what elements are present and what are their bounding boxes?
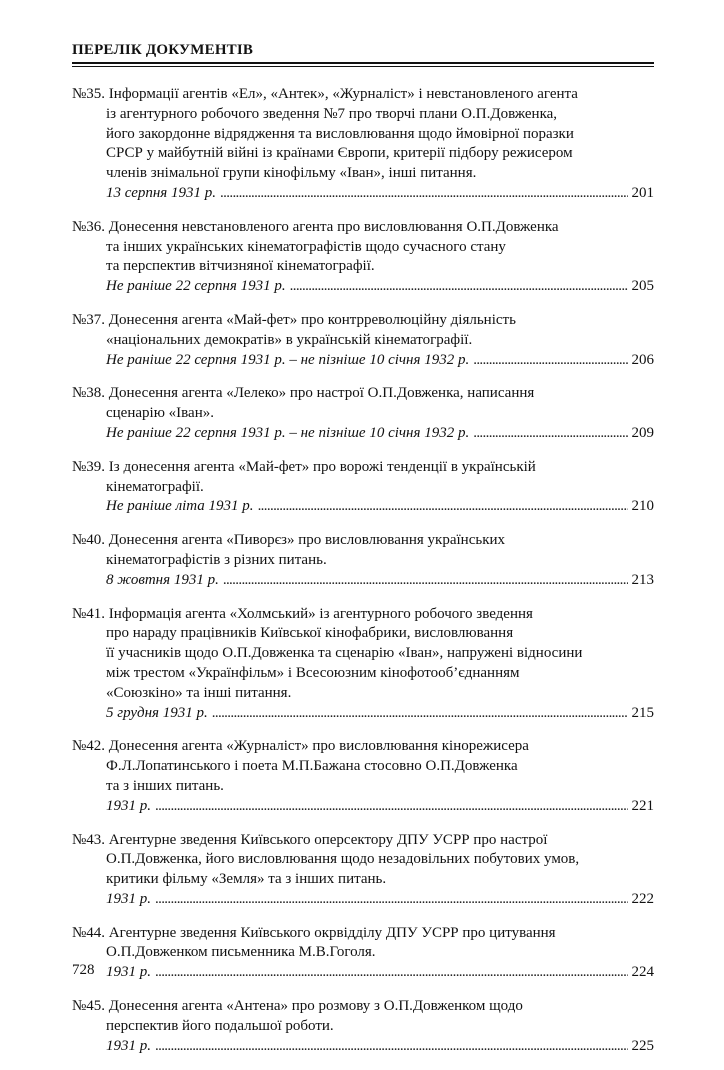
entry-title-line: №39. Із донесення агента «Май-фет» про ворожі тенденції в українській <box>72 458 536 475</box>
entry-date: Не раніше 22 серпня 1931 р. – не пізніше 10 січня 1932 р. <box>106 424 470 441</box>
entry-continuation-line: кінематографії. <box>106 478 204 495</box>
entry-continuation-line: та перспектив вітчизняної кінематографії. <box>106 258 375 275</box>
dot-leader <box>155 963 628 983</box>
entry-title-line: №42. Донесення агента «Журналіст» про висловлювання кінорежисера <box>72 738 529 755</box>
entry-title-line: №37. Донесення агента «Май-фет» про контрреволюційну діяльність <box>72 311 516 328</box>
dot-leader <box>290 277 628 297</box>
entry-title-line: №40. Донесення агента «Пиворєз» про висловлювання українських <box>72 532 506 549</box>
entry-page-number: 206 <box>631 351 654 368</box>
entry-date-line <box>72 277 654 297</box>
entry-continuation-line: членів знімальної групи кінофільму «Іван», інші питання. <box>106 165 477 182</box>
entry-continuation-line: та з інших питань. <box>106 777 224 794</box>
entry-date-line <box>72 890 654 910</box>
entry-continuation-line: О.П.Довженком письменника М.В.Гоголя. <box>106 944 376 961</box>
entry-page-number: 222 <box>631 890 654 907</box>
entry-continuation-line: між трестом «Українфільм» і Всесоюзним кінофотооб’єднанням <box>106 664 520 681</box>
entry-date-line <box>72 797 654 817</box>
entry-date: 1931 р. <box>106 890 151 907</box>
dot-leader <box>473 351 627 371</box>
entry-page-number: 210 <box>631 498 654 515</box>
dot-leader <box>155 797 628 817</box>
entry-date-line <box>72 351 654 371</box>
entry-title-line: №45. Донесення агента «Антена» про розмову з О.П.Довженком щодо <box>72 998 523 1015</box>
document-entry <box>72 384 654 443</box>
entry-continuation-line: перспектив його подальшої роботи. <box>106 1017 334 1034</box>
entry-date-line <box>72 963 654 983</box>
entry-date: 1931 р. <box>106 797 151 814</box>
document-entry <box>72 737 654 816</box>
entry-continuation-line: Ф.Л.Лопатинського і поета М.П.Бажана стосовно О.П.Довженка <box>106 758 518 775</box>
document-entry <box>72 997 654 1056</box>
entry-date: Не раніше 22 серпня 1931 р. – не пізніше 10 січня 1932 р. <box>106 351 470 368</box>
entry-date-line <box>72 424 654 444</box>
entry-date: 1931 р. <box>106 1037 151 1054</box>
entry-continuation-line: її учасників щодо О.П.Довженка та сценарію «Іван», напружені відносини <box>106 645 583 662</box>
dot-leader <box>155 890 628 910</box>
document-entry <box>72 831 654 910</box>
document-entry <box>72 458 654 517</box>
entry-continuation-line: його закордонне відрядження та висловлювання щодо ймовірної поразки <box>106 125 574 142</box>
entry-date-line <box>72 497 654 517</box>
entry-continuation-line: із агентурного робочого зведення №7 про творчі плани О.П.Довженка, <box>106 105 558 122</box>
document-entry <box>72 218 654 297</box>
entry-title-line: №35. Інформації агентів «Ел», «Антек», «Журналіст» і невстановленого агента <box>72 86 578 102</box>
document-entry <box>72 605 654 724</box>
dot-leader <box>258 497 628 517</box>
entry-continuation-line: «національних демократів» в українській кінематографії. <box>106 331 473 348</box>
header-rule-thick <box>72 62 654 64</box>
document-entry <box>72 311 654 370</box>
entry-continuation-line: О.П.Довженка, його висловлювання щодо незадовільних побутових умов, <box>106 851 580 868</box>
entry-continuation-line: кінематографістів з різних питань. <box>106 551 327 568</box>
entry-title-line: №44. Агентурне зведення Київського окрвідділу ДПУ УСРР про цитування <box>72 924 556 941</box>
entry-continuation-line: «Союзкіно» та інші питання. <box>106 684 292 701</box>
dot-leader <box>155 1037 628 1057</box>
document-entry <box>72 531 654 590</box>
dot-leader <box>212 704 628 724</box>
page-header-title: ПЕРЕЛІК ДОКУМЕНТІВ <box>72 42 254 58</box>
entry-title-line: №36. Донесення невстановленого агента про висловлювання О.П.Довженка <box>72 218 559 235</box>
entry-date-line <box>72 184 654 204</box>
entry-date: 13 серпня 1931 р. <box>106 184 217 201</box>
entry-continuation-line: та інших українських кінематографістів щодо сучасного стану <box>106 238 506 255</box>
document-entry <box>72 924 654 983</box>
document-entry <box>72 85 654 204</box>
dot-leader <box>223 571 628 591</box>
entry-date: 1931 р. <box>106 964 151 981</box>
entry-page-number: 209 <box>631 424 654 441</box>
header-rule-thin <box>72 66 654 67</box>
entry-page-number: 221 <box>631 797 654 814</box>
entry-date: Не раніше 22 серпня 1931 р. <box>106 278 286 295</box>
page-number: 728 <box>72 962 95 978</box>
entry-continuation-line: СРСР у майбутній війні із країнами Європи, критерії підбору режисером <box>106 145 573 162</box>
entry-date-line <box>72 1037 654 1057</box>
entry-title-line: №38. Донесення агента «Лелеко» про настрої О.П.Довженка, написання <box>72 385 535 402</box>
entry-title-line: №41. Інформація агента «Холмський» із агентурного робочого зведення <box>72 605 533 622</box>
entry-page-number: 205 <box>631 278 654 295</box>
document-list <box>72 85 654 1070</box>
entry-date: 8 жовтня 1931 р. <box>106 571 219 588</box>
entry-continuation-line: про нараду працівників Київської кінофабрики, висловлювання <box>106 625 514 642</box>
entry-date: 5 грудня 1931 р. <box>106 704 208 721</box>
dot-leader <box>220 184 627 204</box>
entry-continuation-line: сценарію «Іван». <box>106 405 214 422</box>
entry-date-line <box>72 571 654 591</box>
entry-page-number: 215 <box>631 704 654 721</box>
entry-page-number: 225 <box>631 1037 654 1054</box>
entry-title-line: №43. Агентурне зведення Київського оперсектору ДПУ УСРР про настрої <box>72 831 548 848</box>
entry-page-number: 201 <box>631 184 654 201</box>
dot-leader <box>473 424 627 444</box>
entry-date: Не раніше літа 1931 р. <box>106 498 254 515</box>
entry-page-number: 224 <box>631 964 654 981</box>
entry-continuation-line: критики фільму «Земля» та з інших питань. <box>106 871 387 888</box>
entry-date-line <box>72 704 654 724</box>
entry-page-number: 213 <box>631 571 654 588</box>
